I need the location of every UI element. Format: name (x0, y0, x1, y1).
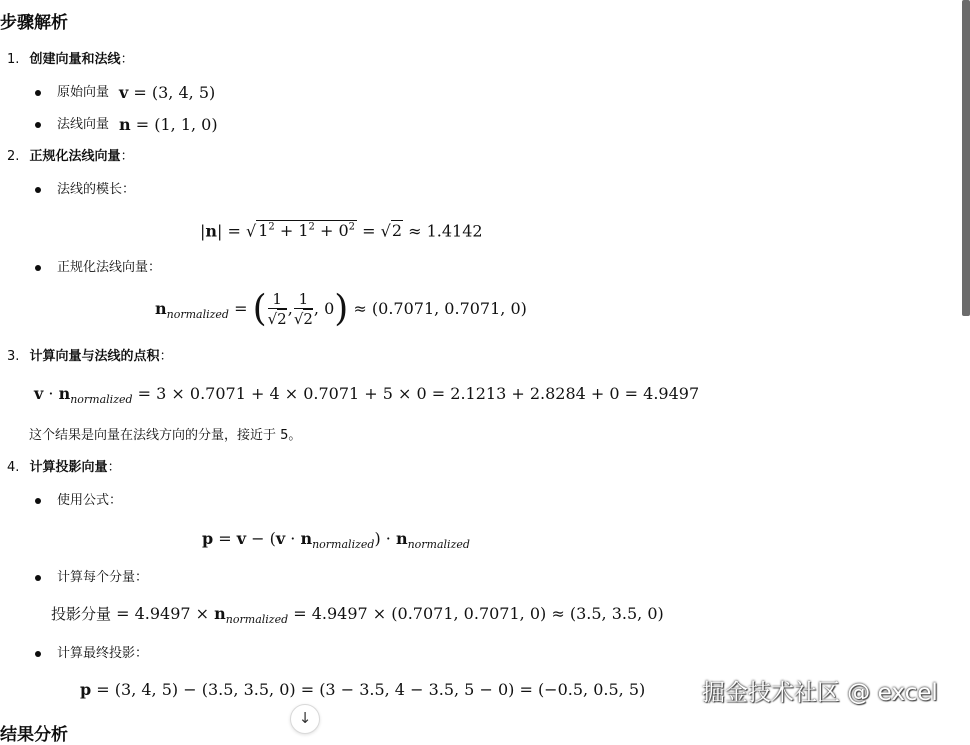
step-3 (7, 348, 173, 366)
step-title: 正规化法线向量 (29, 149, 121, 164)
arrow-down-icon: ↓ (298, 709, 312, 727)
next-section-heading-partial: 结果分析 (0, 725, 68, 745)
step-number: 3. (7, 349, 20, 364)
math-normal-magnitude: |n| = √ $1^2 + 1^2 + 0^2 = √2 \approx 1.4142$ (200, 221, 483, 241)
bullet-normal-vector (57, 116, 109, 134)
step-number: 2. (7, 149, 20, 164)
step-4 (7, 459, 121, 477)
bullet-compute-components: 计算每个分量： (57, 570, 149, 585)
bullet-dot (35, 575, 41, 581)
math-v-definition: v = (3, 4, 5) (119, 83, 216, 102)
bullet-dot (35, 498, 41, 504)
bullet-compute-final: 计算最终投影： (57, 646, 149, 661)
math-components: 投影分量 = $4.9497 \times n_{normalized} = 4.9497 \times (0.7071$, 0.7071, 0) ≈ (3.5, 3.5, 0) (51, 604, 664, 626)
step-2 (7, 148, 134, 166)
bullet-label: 原始向量 (57, 85, 110, 100)
bullet-normalized-normal: 正规化法线向量： (57, 260, 162, 275)
math-projection-formula: $p = v - (v \cdot n_{normalized}) \cdot n_{normalized}$ (202, 529, 470, 551)
section-heading: 步骤解析 (0, 13, 68, 33)
step-1 (7, 51, 134, 69)
components-label: 投影分量 (51, 605, 112, 623)
math-n-definition: n = (1, 1, 0) (119, 115, 218, 134)
step-number: 4. (7, 460, 20, 475)
math-dot-product: $v \cdot n_{normalized} = 3 \times 0.7071 + 4 \times 0.7071 + 5 \times 0 = 2.1213 + 2.8284 + 0 = 4.9497$ (34, 384, 700, 406)
step-title: 计算投影向量 (29, 460, 108, 475)
step-title: 计算向量与法线的点积 (29, 349, 160, 364)
scroll-to-bottom-button[interactable] (290, 704, 320, 734)
step-title: 创建向量和法线 (29, 52, 121, 67)
bullet-dot (35, 265, 41, 271)
scrollbar-thumb[interactable] (962, 0, 970, 316)
bullet-dot (35, 122, 41, 128)
math-final-projection: p = (3, 4, 5) − (3.5, 3.5, 0) = (3 − 3.5, 4 − 3.5, 5 − 0) = (−0.5, 0.5, 5) (80, 680, 646, 699)
step-colon: ： (120, 149, 134, 164)
step-colon: ： (159, 349, 173, 364)
watermark: 掘金技术社区 @ excel (702, 680, 938, 706)
bullet-use-formula: 使用公式： (57, 493, 123, 508)
bullet-label: 法线向量 (57, 117, 110, 132)
bullet-dot (35, 90, 41, 96)
step-colon: ： (107, 460, 121, 475)
step-number: 1. (7, 52, 20, 67)
bullet-dot (35, 651, 41, 657)
dot-product-comment: 这个结果是向量在法线方向的分量，接近于 5。 (29, 428, 302, 443)
bullet-original-vector (57, 84, 109, 102)
math-n-normalized: $n_{normalized}$ = ( $\frac{1}{√2}$ , $\frac{1}{√2}$ , 0) ≈ (0.7071, 0.7071, 0) (155, 288, 527, 330)
bullet-normal-magnitude: 法线的模长： (57, 182, 136, 197)
step-colon: ： (120, 52, 134, 67)
bullet-dot (35, 187, 41, 193)
